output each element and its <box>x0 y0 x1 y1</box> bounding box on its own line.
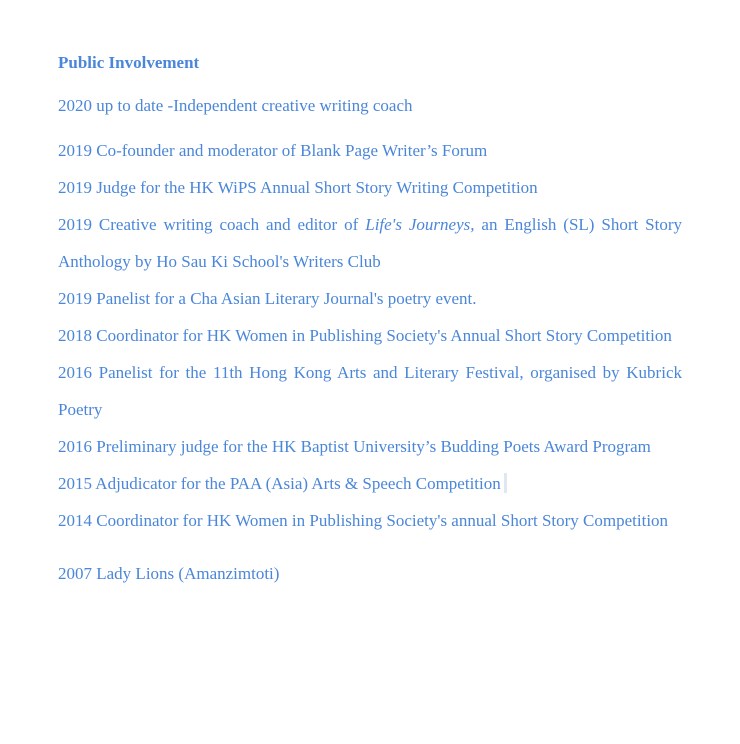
text-cursor <box>504 473 507 493</box>
entry-2014-coordinator: 2014 Coordinator for HK Women in Publishing Society's annual Short Story Competition <box>58 511 669 530</box>
anthology-title: Life's Journeys, <box>365 215 475 234</box>
entry-2016-panelist: 2016 Panelist for the 11th Hong Kong Arts and Literary Festival, organised by Kubrick Poetry <box>58 363 682 419</box>
entry-2015-adjudicator <box>58 465 682 502</box>
entry-2007-lady-lions: 2007 Lady Lions (Amanzimtoti) <box>58 564 280 583</box>
entry-2019-wips-judge: 2019 Judge for the HK WiPS Annual Short Story Writing Competition <box>58 178 538 197</box>
entry-2019-anthology <box>58 206 682 280</box>
public-involvement-section <box>58 50 682 592</box>
entry-2019-forum: 2019 Co-founder and moderator of Blank Page Writer’s Forum <box>58 141 488 160</box>
entry-2018-coordinator: 2018 Coordinator for HK Women in Publishing Society's Annual Short Story Competition <box>58 326 672 345</box>
entry-2019-anthology-post: an English (SL) Short Story Anthology by Ho Sau Ki School's Writers Club <box>58 215 682 271</box>
current-role: 2020 up to date -Independent creative writing coach <box>58 96 413 115</box>
entry-2019-panelist: 2019 Panelist for a Cha Asian Literary Journal's poetry event. <box>58 289 477 308</box>
entry-2016-judge: 2016 Preliminary judge for the HK Baptist University’s Budding Poets Award Program <box>58 437 651 456</box>
entry-2019-anthology-pre: 2019 Creative writing coach and editor of <box>58 215 366 234</box>
section-heading: Public Involvement <box>58 53 200 72</box>
entry-2015-text: 2015 Adjudicator for the PAA (Asia) Arts & Speech Competition <box>58 474 501 493</box>
